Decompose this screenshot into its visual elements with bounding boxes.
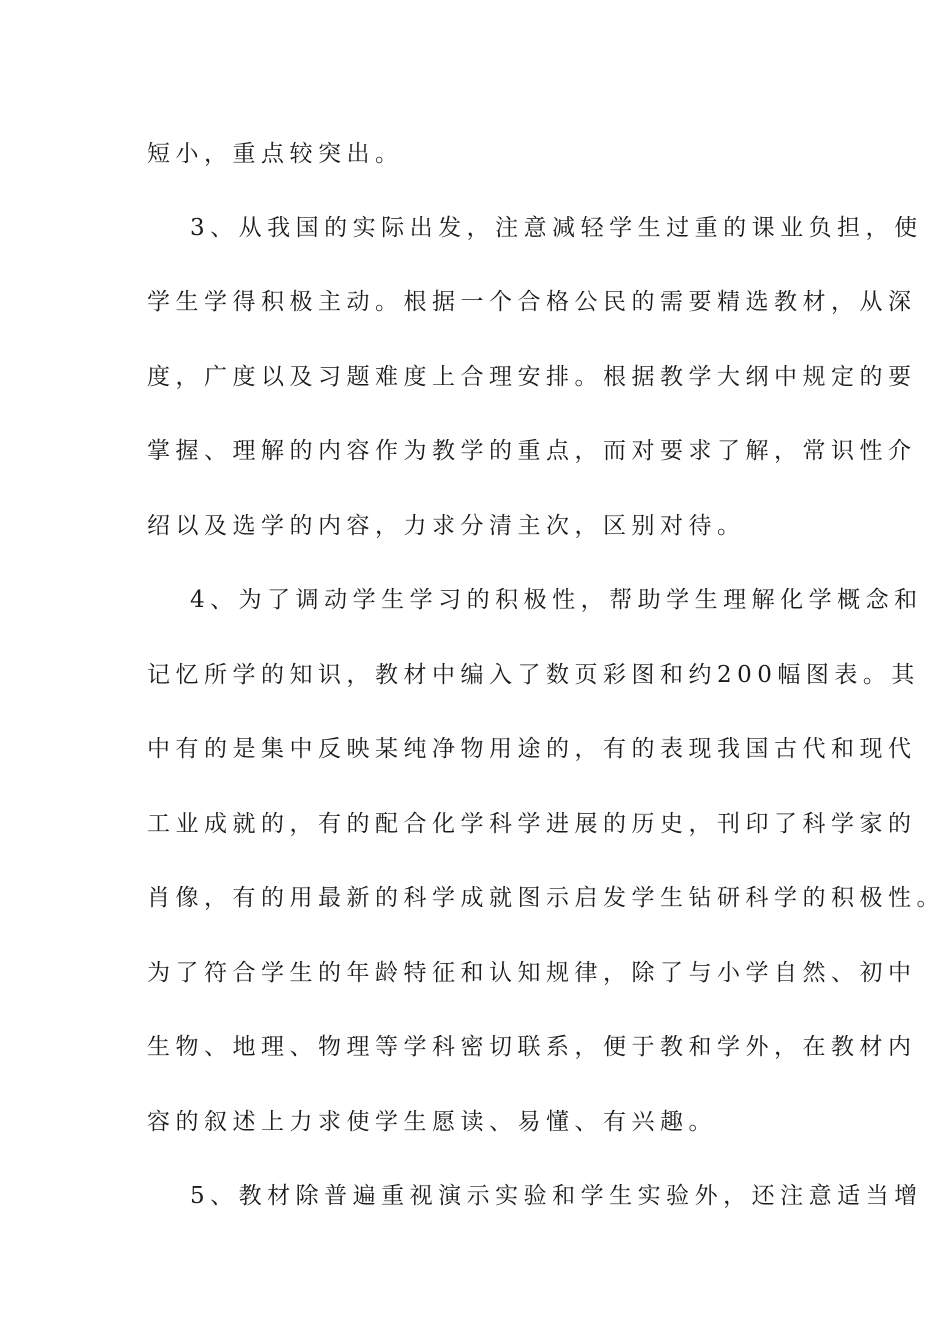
text-line: 工业成就的，有的配合化学科学进展的历史，刊印了科学家的 <box>147 811 917 837</box>
text-line: 学生学得积极主动。根据一个合格公民的需要精选教材，从深 <box>147 289 917 315</box>
paragraph-4-start: 4、为了调动学生学习的积极性，帮助学生理解化学概念和 <box>190 587 923 613</box>
text-line: 容的叙述上力求使学生愿读、易懂、有兴趣。 <box>147 1109 717 1135</box>
text-line: 肖像，有的用最新的科学成就图示启发学生钻研科学的积极性。 <box>147 885 945 911</box>
text-line: 短小，重点较突出。 <box>147 141 404 167</box>
text-line: 为了符合学生的年龄特征和认知规律，除了与小学自然、初中 <box>147 960 917 986</box>
paragraph-3-start: 3、从我国的实际出发，注意减轻学生过重的课业负担，使 <box>190 215 923 241</box>
text-line: 掌握、理解的内容作为教学的重点，而对要求了解，常识性介 <box>147 438 917 464</box>
text-line: 生物、地理、物理等学科密切联系，便于教和学外，在教材内 <box>147 1034 917 1060</box>
text-line: 绍以及选学的内容，力求分清主次，区别对待。 <box>147 513 746 539</box>
paragraph-5-start: 5、教材除普遍重视演示实验和学生实验外，还注意适当增 <box>190 1183 923 1209</box>
text-line: 记忆所学的知识，教材中编入了数页彩图和约200幅图表。其 <box>147 662 920 688</box>
text-line: 度，广度以及习题难度上合理安排。根据教学大纲中规定的要 <box>147 364 917 390</box>
text-line: 中有的是集中反映某纯净物用途的，有的表现我国古代和现代 <box>147 736 917 762</box>
